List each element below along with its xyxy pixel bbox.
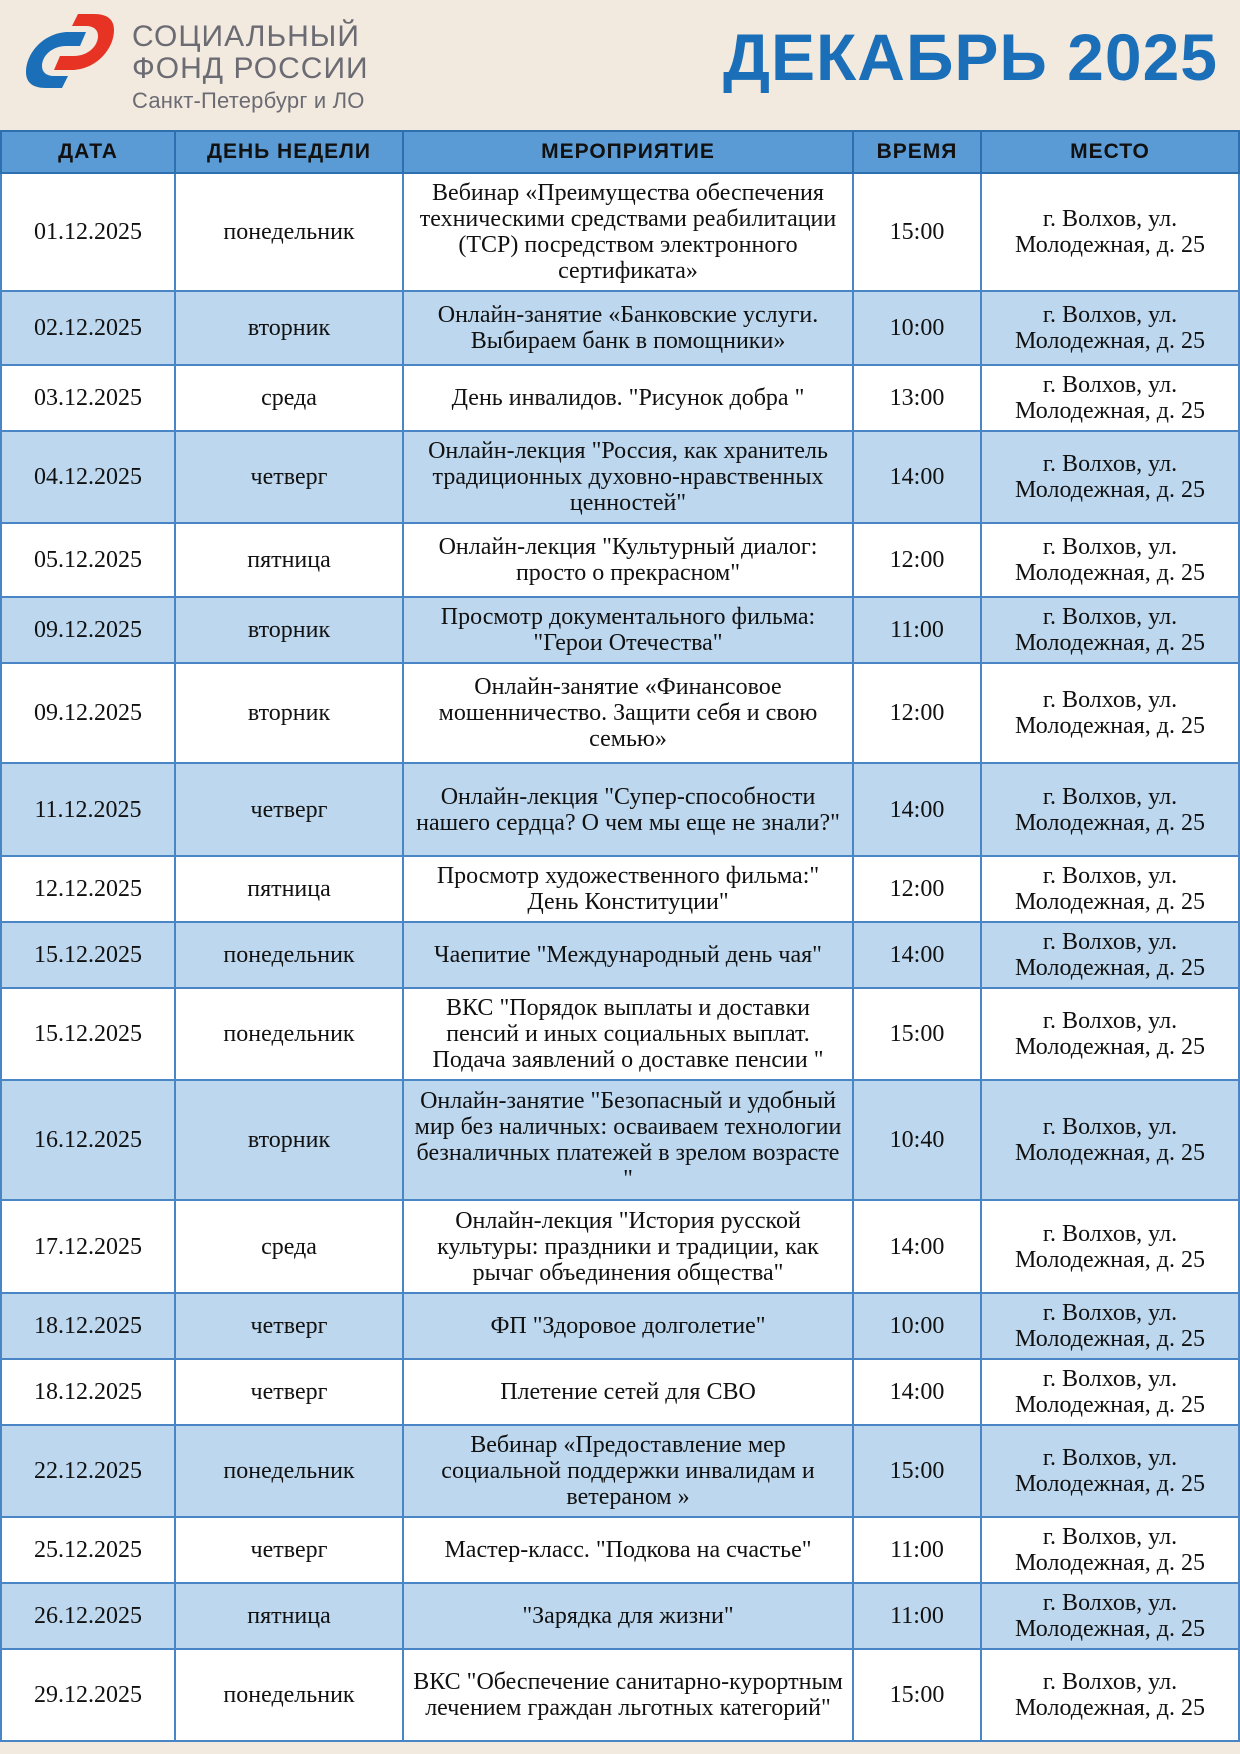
table-row [1,1517,1239,1583]
cell-event: Вебинар «Предоставление мер социальной поддержки инвалидам и ветераном » [403,1425,853,1517]
table-row [1,173,1239,291]
cell-place: г. Волхов, ул. Молодежная, д. 25 [981,1293,1239,1359]
table-row [1,1200,1239,1293]
cell-weekday: понедельник [175,1649,403,1741]
cell-event: Онлайн-лекция "Россия, как хранитель традиционных духовно-нравственных ценностей" [403,431,853,523]
cell-event: Онлайн-занятие «Финансовое мошенничество. Защити себя и свою семью» [403,663,853,763]
cell-weekday: среда [175,365,403,431]
cell-weekday: вторник [175,663,403,763]
cell-event: Вебинар «Преимущества обеспечения техническими средствами реабилитации (ТСР) посредством электронного сертификата» [403,173,853,291]
cell-place: г. Волхов, ул. Молодежная, д. 25 [981,663,1239,763]
cell-date: 18.12.2025 [1,1293,175,1359]
cell-event: Онлайн-занятие "Безопасный и удобный мир без наличных: осваиваем технологии безналичных платежей в зрелом возрасте " [403,1080,853,1200]
cell-event: Онлайн-лекция "Супер-способности нашего сердца? О чем мы еще не знали?" [403,763,853,856]
org-logo [20,14,420,114]
cell-date: 25.12.2025 [1,1517,175,1583]
cell-event: ВКС "Порядок выплаты и доставки пенсий и иных социальных выплат. Подача заявлений о доставке пенсии " [403,988,853,1080]
cell-weekday: вторник [175,597,403,663]
table-row [1,763,1239,856]
cell-weekday: пятница [175,1583,403,1649]
cell-date: 03.12.2025 [1,365,175,431]
cell-place: г. Волхов, ул. Молодежная, д. 25 [981,1359,1239,1425]
cell-weekday: четверг [175,1517,403,1583]
page-header [0,0,1240,130]
cell-weekday: четверг [175,1293,403,1359]
table-row [1,1583,1239,1649]
org-name-line1: СОЦИАЛЬНЫЙ [132,20,360,53]
cell-weekday: понедельник [175,173,403,291]
cell-time: 12:00 [853,663,981,763]
cell-date: 05.12.2025 [1,523,175,597]
cell-time: 12:00 [853,856,981,922]
cell-event: ВКС "Обеспечение санитарно-курортным лечением граждан льготных категорий" [403,1649,853,1741]
events-table [0,130,1240,1742]
cell-time: 11:00 [853,597,981,663]
cell-date: 11.12.2025 [1,763,175,856]
column-header-place: МЕСТО [981,131,1239,173]
cell-event: Плетение сетей для СВО [403,1359,853,1425]
cell-date: 09.12.2025 [1,597,175,663]
table-row [1,523,1239,597]
table-row [1,597,1239,663]
cell-date: 26.12.2025 [1,1583,175,1649]
cell-place: г. Волхов, ул. Молодежная, д. 25 [981,1080,1239,1200]
cell-event: "Зарядка для жизни" [403,1583,853,1649]
cell-place: г. Волхов, ул. Молодежная, д. 25 [981,856,1239,922]
org-name [132,22,369,112]
cell-time: 10:40 [853,1080,981,1200]
table-header-row [1,131,1239,173]
cell-place: г. Волхов, ул. Молодежная, д. 25 [981,597,1239,663]
cell-time: 10:00 [853,1293,981,1359]
cell-place: г. Волхов, ул. Молодежная, д. 25 [981,291,1239,365]
cell-date: 22.12.2025 [1,1425,175,1517]
sfr-logo-icon [20,14,120,88]
month-title: ДЕКАБРЬ 2025 [722,20,1218,94]
cell-place: г. Волхов, ул. Молодежная, д. 25 [981,1425,1239,1517]
column-header-time: ВРЕМЯ [853,131,981,173]
cell-date: 16.12.2025 [1,1080,175,1200]
cell-weekday: пятница [175,523,403,597]
column-header-event: МЕРОПРИЯТИЕ [403,131,853,173]
cell-weekday: понедельник [175,922,403,988]
table-row [1,988,1239,1080]
footer-band [0,1742,1240,1754]
cell-weekday: вторник [175,291,403,365]
cell-weekday: понедельник [175,988,403,1080]
cell-weekday: пятница [175,856,403,922]
table-row [1,1359,1239,1425]
cell-place: г. Волхов, ул. Молодежная, д. 25 [981,1200,1239,1293]
cell-place: г. Волхов, ул. Молодежная, д. 25 [981,922,1239,988]
cell-date: 12.12.2025 [1,856,175,922]
cell-date: 15.12.2025 [1,988,175,1080]
table-row [1,291,1239,365]
org-region: Санкт-Петербург и ЛО [132,88,365,113]
cell-event: Онлайн-лекция "Культурный диалог: просто о прекрасном" [403,523,853,597]
cell-place: г. Волхов, ул. Молодежная, д. 25 [981,431,1239,523]
cell-time: 12:00 [853,523,981,597]
cell-place: г. Волхов, ул. Молодежная, д. 25 [981,365,1239,431]
cell-date: 17.12.2025 [1,1200,175,1293]
cell-place: г. Волхов, ул. Молодежная, д. 25 [981,173,1239,291]
table-row [1,1293,1239,1359]
table-row [1,663,1239,763]
cell-event: Онлайн-лекция "История русской культуры: праздники и традиции, как рычаг объединения общества" [403,1200,853,1293]
cell-time: 14:00 [853,763,981,856]
table-row [1,1649,1239,1741]
table-row [1,431,1239,523]
cell-time: 15:00 [853,1425,981,1517]
column-header-weekday: ДЕНЬ НЕДЕЛИ [175,131,403,173]
cell-date: 01.12.2025 [1,173,175,291]
cell-event: ФП "Здоровое долголетие" [403,1293,853,1359]
cell-event: Чаепитие "Международный день чая" [403,922,853,988]
cell-time: 15:00 [853,988,981,1080]
table-row [1,922,1239,988]
cell-place: г. Волхов, ул. Молодежная, д. 25 [981,523,1239,597]
cell-event: Мастер-класс. "Подкова на счастье" [403,1517,853,1583]
cell-place: г. Волхов, ул. Молодежная, д. 25 [981,988,1239,1080]
table-row [1,365,1239,431]
cell-time: 14:00 [853,431,981,523]
cell-event: День инвалидов. "Рисунок добра " [403,365,853,431]
cell-event: Просмотр художественного фильма:" День Конституции" [403,856,853,922]
cell-time: 14:00 [853,922,981,988]
cell-place: г. Волхов, ул. Молодежная, д. 25 [981,1517,1239,1583]
cell-time: 11:00 [853,1583,981,1649]
cell-weekday: вторник [175,1080,403,1200]
table-row [1,856,1239,922]
cell-time: 10:00 [853,291,981,365]
table-row [1,1080,1239,1200]
cell-place: г. Волхов, ул. Молодежная, д. 25 [981,763,1239,856]
cell-date: 04.12.2025 [1,431,175,523]
cell-weekday: среда [175,1200,403,1293]
cell-date: 15.12.2025 [1,922,175,988]
cell-place: г. Волхов, ул. Молодежная, д. 25 [981,1649,1239,1741]
cell-time: 11:00 [853,1517,981,1583]
cell-weekday: четверг [175,763,403,856]
table-row [1,1425,1239,1517]
cell-weekday: четверг [175,1359,403,1425]
cell-date: 18.12.2025 [1,1359,175,1425]
cell-time: 15:00 [853,1649,981,1741]
cell-place: г. Волхов, ул. Молодежная, д. 25 [981,1583,1239,1649]
cell-weekday: понедельник [175,1425,403,1517]
cell-date: 09.12.2025 [1,663,175,763]
cell-time: 14:00 [853,1200,981,1293]
cell-date: 29.12.2025 [1,1649,175,1741]
org-name-line2: ФОНД РОССИИ [132,52,369,85]
cell-time: 13:00 [853,365,981,431]
cell-event: Онлайн-занятие «Банковские услуги. Выбираем банк в помощники» [403,291,853,365]
cell-weekday: четверг [175,431,403,523]
cell-event: Просмотр документального фильма: "Герои Отечества" [403,597,853,663]
cell-time: 14:00 [853,1359,981,1425]
column-header-date: ДАТА [1,131,175,173]
cell-time: 15:00 [853,173,981,291]
cell-date: 02.12.2025 [1,291,175,365]
